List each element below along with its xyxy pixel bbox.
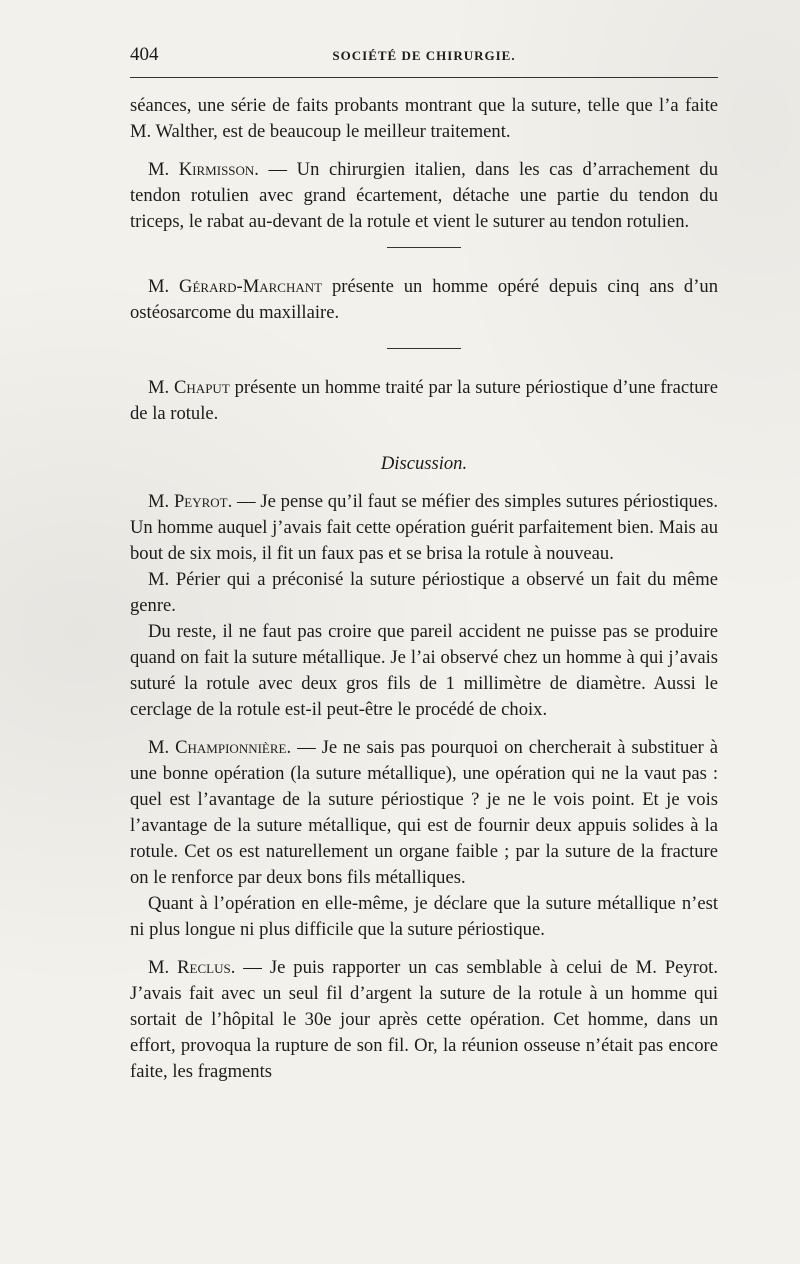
page-number: 404 bbox=[130, 44, 159, 65]
paragraph-perier: M. Périer qui a préconisé la suture périostique a observé un fait du même genre. bbox=[130, 569, 718, 616]
paragraph-peyrot bbox=[130, 489, 718, 567]
paragraph-text: présente un homme traité par la suture périostique d’une fracture de la rotule. bbox=[130, 377, 718, 424]
speaker-name: M. Gérard-Marchant bbox=[148, 276, 323, 297]
paragraph-du-reste: Du reste, il ne faut pas croire que pareil accident ne puisse pas se produire quand on fait la suture métallique. Je l’ai observé chez un homme à qui j’avais suturé la rotule avec deux gros fils de 1 millimètre de diamètre. Aussi le cerclage de la rotule est-il peut-être le procédé de choix. bbox=[130, 621, 718, 720]
paragraph-text: — Je puis rapporter un cas semblable à celui de M. Peyrot. J’avais fait avec un seul fil d’argent la suture de la rotule à un homme qui sortait de l’hôpital le 30e jour après cette opération. Cet homme, dans un effort, provoqua la rupture de son fil. Or, la réunion osseuse n’était pas encore faite, les fragments bbox=[130, 957, 718, 1082]
paragraph-gerard-marchant bbox=[130, 274, 718, 326]
paragraph-quant: Quant à l’opération en elle-même, je déclare que la suture métallique n’est ni plus longue ni plus difficile que la suture périostique. bbox=[130, 893, 718, 940]
paragraph-text: — Je ne sais pas pourquoi on chercherait à substituer à une bonne opération (la suture métallique), une opération qui ne la vaut pas : quel est l’avantage de la suture périostique ? je ne le vois point. Et je vois l’avantage de la suture métallique, qui est de fournir deux appuis solides à la rotule. Cet os est naturellement un organe faible ; par la suture de la fracture on le renforce par deux bons fils métalliques. bbox=[130, 737, 718, 888]
section-separator bbox=[387, 348, 461, 349]
paragraph-continuation: séances, une série de faits probants montrant que la suture, telle que l’a faite M. Walther, est de beaucoup le meilleur traitement. bbox=[130, 95, 718, 142]
section-heading: Discussion. bbox=[380, 453, 468, 474]
header-rule bbox=[130, 77, 718, 78]
body-text bbox=[130, 93, 718, 1085]
paragraph-text: — Un chirurgien italien, dans les cas d’arrachement du tendon rotulien avec grand écartement, détache une partie du tendon du triceps, le rabat au-devant de la rotule et vient le suturer au tendon rotulien. bbox=[130, 159, 718, 232]
speaker-name: M. Chaput bbox=[148, 377, 230, 398]
paragraph-text: présente un homme opéré depuis cinq ans d’un ostéosarcome du maxillaire. bbox=[130, 276, 718, 323]
paragraph-reclus bbox=[130, 955, 718, 1085]
paragraph-championniere bbox=[130, 735, 718, 891]
paragraph-chaput bbox=[130, 375, 718, 427]
section-separator bbox=[387, 247, 461, 248]
speaker-name: M. Kirmisson. bbox=[148, 159, 259, 180]
speaker-name: M. Reclus. bbox=[148, 957, 236, 978]
speaker-name: M. Peyrot. bbox=[148, 491, 233, 512]
running-title: SOCIÉTÉ DE CHIRURGIE. bbox=[332, 48, 516, 63]
speaker-name: M. Championnière. bbox=[148, 737, 292, 758]
page-header bbox=[130, 44, 718, 72]
paragraph-text: — Je pense qu’il faut se méfier des simples sutures périostiques. Un homme auquel j’avais fait cette opération guérit parfaitement bien. Mais au bout de six mois, il fit un faux pas et se brisa la rotule à nouveau. bbox=[130, 491, 718, 564]
paragraph-kirmisson bbox=[130, 157, 718, 235]
